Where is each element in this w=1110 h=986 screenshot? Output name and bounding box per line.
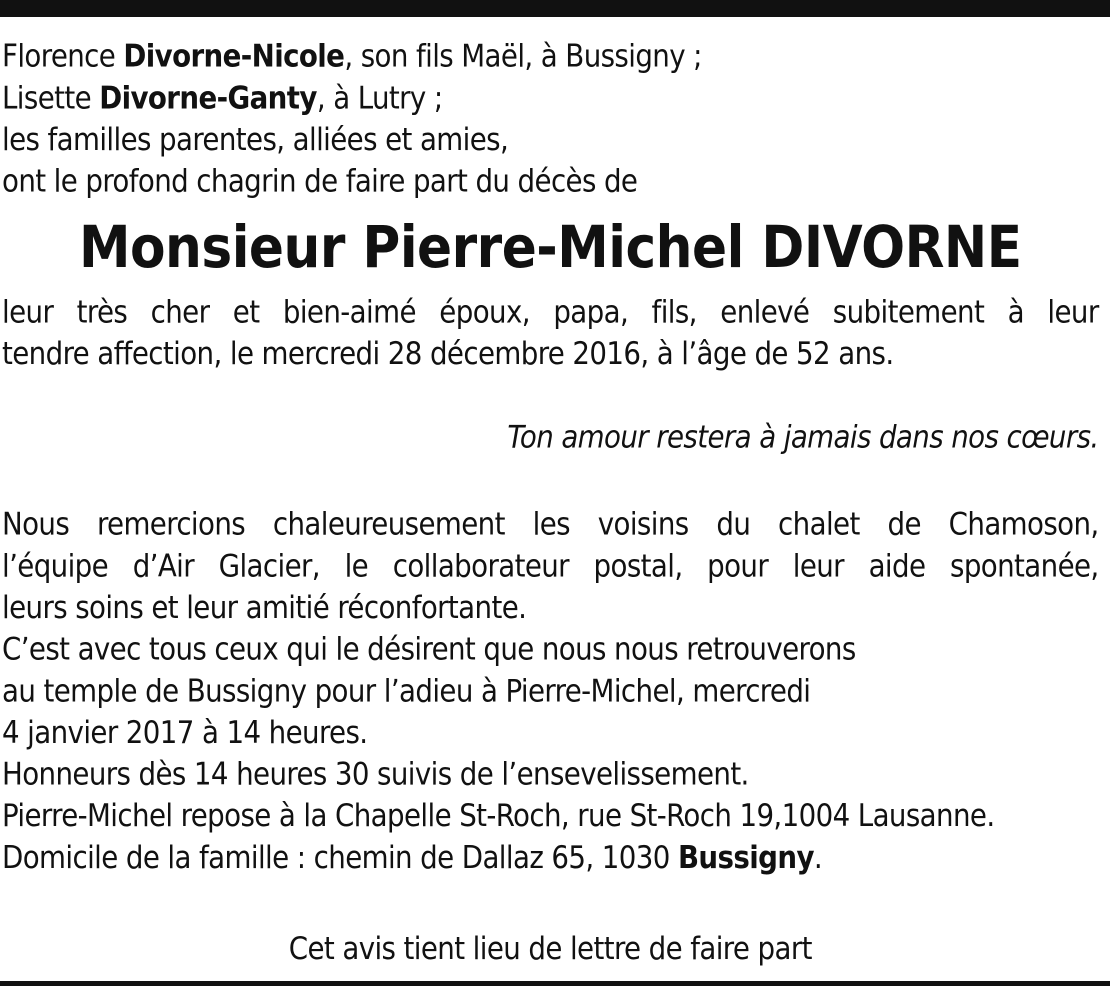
notice-body [2, 36, 1099, 970]
ceremony-line-6: Domicile de la famille : chemin de Dallaz 65, 1030 Bussigny. [2, 840, 823, 876]
family-line-4: ont le profond chagrin de faire part du décès de [2, 163, 638, 200]
ceremony-line-5: Pierre-Michel repose à la Chapelle St-Roch, rue St-Roch 19,1004 Lausanne. [2, 798, 995, 835]
ceremony-block [2, 629, 1099, 879]
closing-note: Cet avis tient lieu de lettre de faire part [288, 931, 812, 968]
family-line-3: les familles parentes, alliées et amies, [2, 122, 509, 158]
family-block [2, 36, 1099, 203]
bottom-border-rule [0, 981, 1110, 986]
family-name-1: Divorne-Nicole [123, 38, 345, 75]
announcement-block [2, 292, 1099, 375]
ceremony-town: Bussigny [677, 840, 814, 876]
family-line-1: Florence Divorne-Nicole, son fils Maël, à Bussigny ; [2, 38, 702, 75]
memorial-quote: Ton amour restera à jamais dans nos cœurs. [507, 419, 1099, 456]
family-line-2: Lisette Divorne-Ganty, à Lutry ; [2, 80, 443, 117]
thanks-line-2: l’équipe d’Air Glacier, le collaborateur postal, pour leur aide spontanée, [2, 548, 1099, 585]
ceremony-line-1: C’est avec tous ceux qui le désirent que nous nous retrouverons [2, 631, 856, 668]
announcement-line-1: leur très cher et bien-aimé époux, papa, fils, enlevé subitement à leur [2, 294, 1099, 331]
deceased-name: Monsieur Pierre-Michel DIVORNE [78, 213, 1022, 281]
ceremony-line-3: 4 janvier 2017 à 14 heures. [2, 715, 368, 751]
announcement-line-2: tendre affection, le mercredi 28 décembre 2016, à l’âge de 52 ans. [2, 336, 894, 373]
thanks-block [2, 504, 1099, 629]
top-border-rule [0, 0, 1110, 17]
family-name-2: Divorne-Ganty [99, 80, 317, 117]
thanks-line-3: leurs soins et leur amitié réconfortante. [2, 590, 527, 626]
ceremony-line-2: au temple de Bussigny pour l’adieu à Pierre-Michel, mercredi [2, 673, 811, 710]
ceremony-line-4: Honneurs dès 14 heures 30 suivis de l’ensevelissement. [2, 756, 749, 793]
thanks-line-1: Nous remercions chaleureusement les voisins du chalet de Chamoson, [2, 506, 1099, 543]
